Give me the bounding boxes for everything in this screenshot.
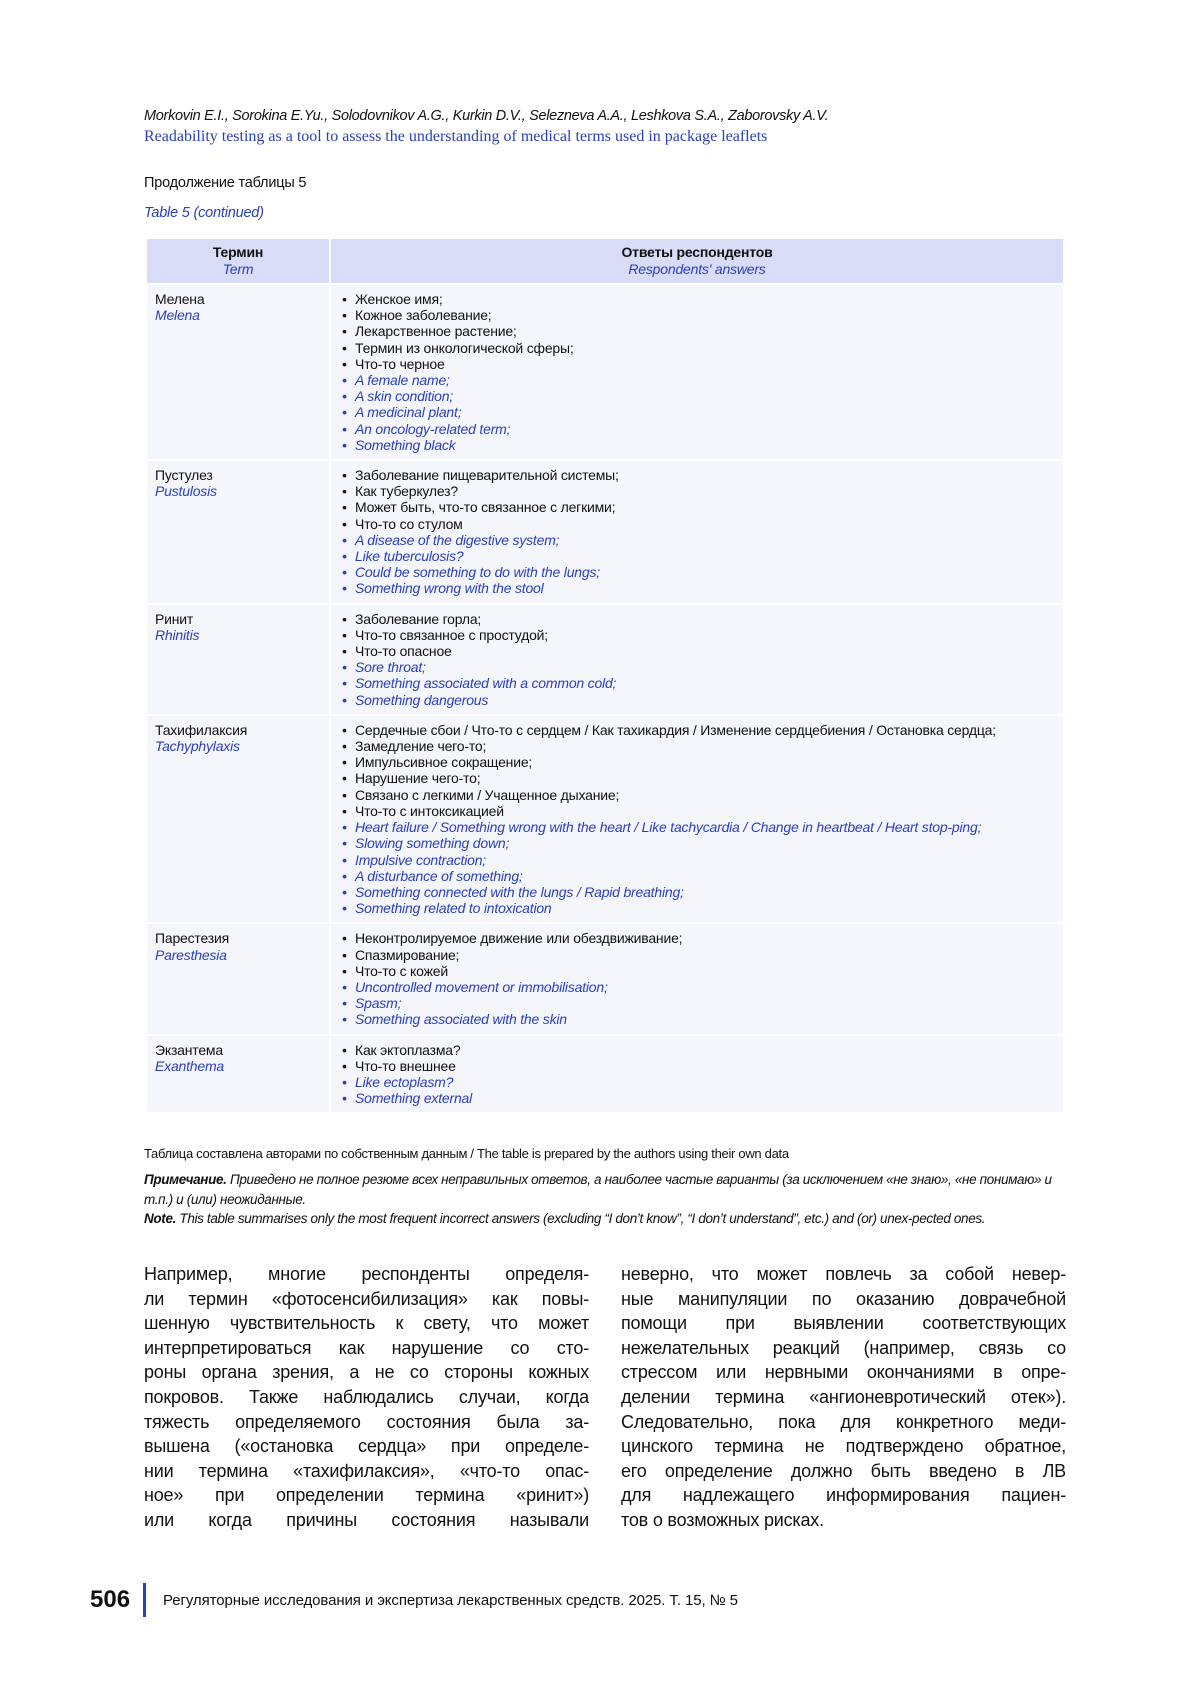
answer-en: • Like tuberculosis? bbox=[355, 548, 1055, 564]
body-text-line: неверно, что может повлечь за собой невер- bbox=[621, 1262, 1066, 1287]
body-text-line: делении термина «ангионевротический отек»). bbox=[621, 1385, 1066, 1410]
table-row bbox=[147, 1036, 1063, 1113]
header-term bbox=[147, 239, 329, 283]
term-cell bbox=[147, 285, 329, 459]
answer-en: • Could be something to do with the lungs; bbox=[355, 564, 1055, 580]
article-title: Readability testing as a tool to assess the understanding of medical terms used in package leaflets bbox=[144, 128, 767, 146]
table-caption-ru: Продолжение таблицы 5 bbox=[144, 175, 306, 191]
term-en: Melena bbox=[155, 307, 321, 323]
term-cell bbox=[147, 716, 329, 922]
header-answers-en: Respondents' answers bbox=[337, 261, 1057, 278]
term-ru: Пустулез bbox=[155, 467, 321, 483]
answer-ru: • Замедление чего-то; bbox=[355, 738, 1055, 754]
term-en: Pustulosis bbox=[155, 483, 321, 499]
body-column-right bbox=[621, 1262, 1066, 1533]
answer-ru: • Что-то с интоксикацией bbox=[355, 803, 1055, 819]
body-text-line: интерпретироваться как нарушение со сто- bbox=[144, 1336, 589, 1361]
journal-name: Регуляторные исследования и экспертиза лекарственных средств. 2025. Т. 15, № 5 bbox=[163, 1592, 738, 1609]
body-text-line: нежелательных реакций (например, связь со bbox=[621, 1336, 1066, 1361]
body-text-line: покровов. Также наблюдались случаи, когда bbox=[144, 1385, 589, 1410]
table-row bbox=[147, 461, 1063, 603]
answer-en: • Something associated with the skin bbox=[355, 1011, 1055, 1027]
answer-en: • Something associated with a common cold; bbox=[355, 675, 1055, 691]
answer-ru: • Заболевание горла; bbox=[355, 611, 1055, 627]
body-text-line: шенную чувствительность к свету, что может bbox=[144, 1311, 589, 1336]
body-text-line: стрессом или нервными окончаниями в опре- bbox=[621, 1360, 1066, 1385]
body-text-line: нии термина «тахифилаксия», «что-то опас- bbox=[144, 1459, 589, 1484]
responses-table bbox=[145, 237, 1065, 1114]
term-cell bbox=[147, 924, 329, 1033]
body-text-line: цинского термина не подтверждено обратное, bbox=[621, 1434, 1066, 1459]
answer-en: • A disturbance of something; bbox=[355, 868, 1055, 884]
term-en: Rhinitis bbox=[155, 627, 321, 643]
header-term-ru: Термин bbox=[153, 244, 323, 261]
body-text-line: Например, многие респонденты определя- bbox=[144, 1262, 589, 1287]
table-row bbox=[147, 285, 1063, 459]
answers-list bbox=[339, 467, 1055, 597]
table-source: Таблица составлена авторами по собственным данным / The table is prepared by the authors using their own data bbox=[144, 1146, 789, 1161]
answers-cell bbox=[331, 1036, 1063, 1113]
answer-en: • A medicinal plant; bbox=[355, 404, 1055, 420]
answer-en: • Slowing something down; bbox=[355, 835, 1055, 851]
body-text-line: тяжесть определяемого состояния была за- bbox=[144, 1410, 589, 1435]
table-row bbox=[147, 605, 1063, 714]
term-ru: Мелена bbox=[155, 291, 321, 307]
answers-cell bbox=[331, 605, 1063, 714]
term-en: Paresthesia bbox=[155, 947, 321, 963]
note-ru-text: Приведено не полное резюме всех неправильных ответов, а наиболее частые варианты (за исключением «не знаю», «не понимаю» и т.п.) и (или) неожиданные. bbox=[144, 1172, 1052, 1207]
answer-en: • Something dangerous bbox=[355, 692, 1055, 708]
table-row bbox=[147, 924, 1063, 1033]
term-ru: Ринит bbox=[155, 611, 321, 627]
answer-en: • Like ectoplasm? bbox=[355, 1074, 1055, 1090]
answer-ru: • Что-то со стулом bbox=[355, 516, 1055, 532]
answers-list bbox=[339, 930, 1055, 1027]
answer-ru: • Связано с легкими / Учащенное дыхание; bbox=[355, 787, 1055, 803]
body-text-line: ли термин «фотосенсибилизация» как повы- bbox=[144, 1287, 589, 1312]
answer-en: • Something external bbox=[355, 1090, 1055, 1106]
table-header-row bbox=[147, 239, 1063, 283]
header-term-en: Term bbox=[153, 261, 323, 278]
answer-en: • Something wrong with the stool bbox=[355, 580, 1055, 596]
note-en-text: This table summarises only the most frequent incorrect answers (excluding “I don’t know”, “I don’t understand”, etc.) and (or) unex-pected ones. bbox=[176, 1211, 985, 1226]
note-ru-label: Примечание. bbox=[144, 1172, 227, 1187]
body-text-line: вышена («остановка сердца» при определе- bbox=[144, 1434, 589, 1459]
term-ru: Экзантема bbox=[155, 1042, 321, 1058]
answer-en: • Spasm; bbox=[355, 995, 1055, 1011]
header-answers-ru: Ответы респондентов bbox=[337, 244, 1057, 261]
answer-en: • A disease of the digestive system; bbox=[355, 532, 1055, 548]
answer-ru: • Что-то связанное с простудой; bbox=[355, 627, 1055, 643]
answer-en: • Something black bbox=[355, 437, 1055, 453]
answer-ru: • Спазмирование; bbox=[355, 947, 1055, 963]
term-cell bbox=[147, 1036, 329, 1113]
table-caption-en: Table 5 (continued) bbox=[144, 205, 264, 221]
answers-list bbox=[339, 722, 1055, 916]
answer-ru: • Сердечные сбои / Что-то с сердцем / Как тахикардия / Изменение сердцебиения / Остановка сердца; bbox=[355, 722, 1055, 738]
article-authors: Morkovin E.I., Sorokina E.Yu., Solodovnikov A.G., Kurkin D.V., Selezneva A.A., Leshkova S.A., Zaborovsky A.V. bbox=[144, 108, 828, 124]
header-answers bbox=[331, 239, 1063, 283]
answer-ru: • Что-то черное bbox=[355, 356, 1055, 372]
answer-ru: • Заболевание пищеварительной системы; bbox=[355, 467, 1055, 483]
term-cell bbox=[147, 605, 329, 714]
answer-ru: • Может быть, что-то связанное с легкими; bbox=[355, 499, 1055, 515]
term-en: Tachyphylaxis bbox=[155, 738, 321, 754]
answer-ru: • Как эктоплазма? bbox=[355, 1042, 1055, 1058]
answer-ru: • Термин из онкологической сферы; bbox=[355, 340, 1055, 356]
answers-cell bbox=[331, 924, 1063, 1033]
answers-cell bbox=[331, 285, 1063, 459]
answers-list bbox=[339, 291, 1055, 453]
answer-en: • A female name; bbox=[355, 372, 1055, 388]
body-column-left bbox=[144, 1262, 589, 1533]
answer-en: • A skin condition; bbox=[355, 388, 1055, 404]
body-text-line: роны органа зрения, а не со стороны кожных bbox=[144, 1360, 589, 1385]
answer-en: • Something connected with the lungs / Rapid breathing; bbox=[355, 884, 1055, 900]
answer-en: • Sore throat; bbox=[355, 659, 1055, 675]
body-text-line: его определение должно быть введено в ЛВ bbox=[621, 1459, 1066, 1484]
answer-ru: • Что-то с кожей bbox=[355, 963, 1055, 979]
body-text-line: тов о возможных рисках. bbox=[621, 1508, 1066, 1533]
body-text-line: для надлежащего информирования пациен- bbox=[621, 1483, 1066, 1508]
answer-ru: • Женское имя; bbox=[355, 291, 1055, 307]
table-note bbox=[144, 1170, 1069, 1229]
body-text-line: или когда причины состояния называли bbox=[144, 1508, 589, 1533]
answer-ru: • Неконтролируемое движение или обездвиживание; bbox=[355, 930, 1055, 946]
answer-ru: • Кожное заболевание; bbox=[355, 307, 1055, 323]
page-number: 506 bbox=[90, 1586, 130, 1614]
footer-divider bbox=[143, 1583, 146, 1617]
body-text-line: Следовательно, пока для конкретного меди- bbox=[621, 1410, 1066, 1435]
body-text-line: ное» при определении термина «ринит») bbox=[144, 1483, 589, 1508]
answer-ru: • Лекарственное растение; bbox=[355, 323, 1055, 339]
term-ru: Парестезия bbox=[155, 930, 321, 946]
answers-cell bbox=[331, 716, 1063, 922]
answer-en: • Uncontrolled movement or immobilisation; bbox=[355, 979, 1055, 995]
answer-en: • Heart failure / Something wrong with the heart / Like tachycardia / Change in heartbeat / Heart stop-ping; bbox=[355, 819, 1055, 835]
answer-en: • Impulsive contraction; bbox=[355, 852, 1055, 868]
answers-list bbox=[339, 611, 1055, 708]
answer-ru: • Что-то опасное bbox=[355, 643, 1055, 659]
answer-ru: • Что-то внешнее bbox=[355, 1058, 1055, 1074]
term-cell bbox=[147, 461, 329, 603]
answer-en: • An oncology-related term; bbox=[355, 421, 1055, 437]
answers-list bbox=[339, 1042, 1055, 1107]
answers-cell bbox=[331, 461, 1063, 603]
answer-ru: • Как туберкулез? bbox=[355, 483, 1055, 499]
answer-ru: • Импульсивное сокращение; bbox=[355, 754, 1055, 770]
term-en: Exanthema bbox=[155, 1058, 321, 1074]
body-text-line: помощи при выявлении соответствующих bbox=[621, 1311, 1066, 1336]
note-en-label: Note. bbox=[144, 1211, 176, 1226]
term-ru: Тахифилаксия bbox=[155, 722, 321, 738]
table-row bbox=[147, 716, 1063, 922]
body-text-line: ные манипуляции по оказанию доврачебной bbox=[621, 1287, 1066, 1312]
answer-en: • Something related to intoxication bbox=[355, 900, 1055, 916]
answer-ru: • Нарушение чего-то; bbox=[355, 770, 1055, 786]
